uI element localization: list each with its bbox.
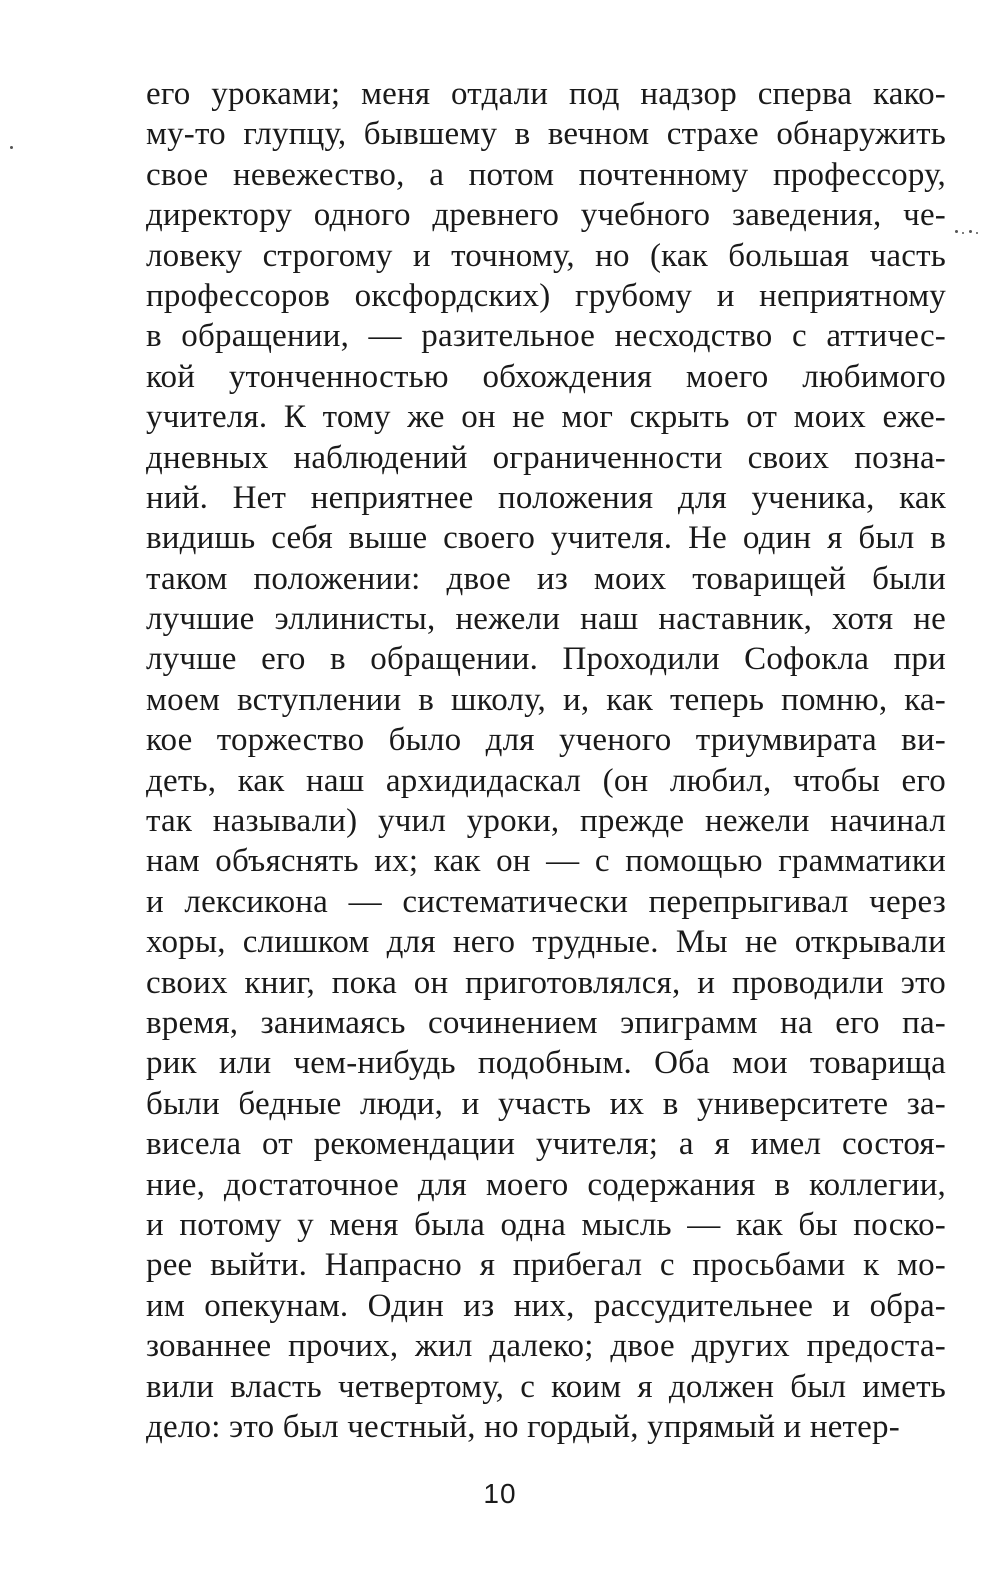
text-line: лучшие эллинисты, нежели наш наставник, хотя не <box>146 601 946 638</box>
text-line: время, занимаясь сочинением эпиграмм на его па- <box>146 1004 946 1041</box>
text-line: кой утонченностью обхождения моего любимого <box>146 358 946 395</box>
text-line: дело: это был честный, но гордый, упрямый и нетер- <box>146 1408 900 1445</box>
text-line: свое невежество, а потом почтенному профессору, <box>146 156 946 193</box>
text-line: были бедные люди, и участь их в университете за- <box>146 1085 946 1122</box>
text-line: и лексикона — систематически перепрыгивал через <box>146 883 946 920</box>
text-line: учителя. К тому же он не мог скрыть от моих еже- <box>146 399 946 436</box>
page-number: 10 <box>483 1478 517 1509</box>
text-line: зованнее прочих, жил далеко; двое других предоста- <box>146 1328 946 1365</box>
text-line: висела от рекомендации учителя; а я имел состоя- <box>146 1126 946 1163</box>
text-line: моем вступлении в школу, и, как теперь помню, ка- <box>146 681 946 718</box>
text-line: его уроками; меня отдали под надзор сперва како- <box>146 76 946 112</box>
text-line: му-то глупцу, бывшему в вечном страхе обнаружить <box>146 116 946 153</box>
text-line: ний. Нет неприятнее положения для ученика, как <box>146 479 946 516</box>
text-line: кое торжество было для ученого триумвирата ви- <box>146 722 946 759</box>
text-line: профессоров оксфордских) грубому и неприятному <box>146 277 946 314</box>
text-line: таком положении: двое из моих товарищей были <box>146 560 946 597</box>
body-text <box>146 74 946 1447</box>
scan-speck <box>955 230 958 233</box>
text-line: рее выйти. Напрасно я прибегал с просьбами к мо- <box>146 1247 946 1284</box>
text-line: директору одного древнего учебного заведения, че- <box>146 197 946 234</box>
text-line: дневных наблюдений ограниченности своих позна- <box>146 439 946 476</box>
text-line: ловеку строгому и точному, но (как большая часть <box>146 237 946 274</box>
text-line: так называли) учил уроки, прежде нежели начинал <box>146 803 946 840</box>
text-line: своих книг, пока он приготовлялся, и проводили это <box>146 964 946 1001</box>
scan-speck <box>976 232 978 234</box>
text-line: деть, как наш архидидаскал (он любил, чтобы его <box>146 762 946 799</box>
text-line: рик или чем-нибудь подобным. Оба мои товарища <box>146 1045 946 1082</box>
text-line: лучше его в обращении. Проходили Софокла при <box>146 641 946 678</box>
scan-speck <box>969 230 972 233</box>
text-line: видишь себя выше своего учителя. Не один я был в <box>146 520 946 557</box>
text-line: в обращении, — разительное несходство с аттичес- <box>146 318 946 355</box>
text-line: вили власть четвертому, с коим я должен был иметь <box>146 1368 946 1405</box>
text-line: нам объяснять их; как он — с помощью грамматики <box>146 843 946 880</box>
scan-speck <box>10 146 13 149</box>
text-line: ние, достаточное для моего содержания в коллегии, <box>146 1166 946 1203</box>
scan-speck <box>962 232 964 234</box>
text-line: и потому у меня была одна мысль — как бы поско- <box>146 1206 946 1243</box>
text-line: им опекунам. Один из них, рассудительнее и обра- <box>146 1287 946 1324</box>
text-line: хоры, слишком для него трудные. Мы не открывали <box>146 924 946 961</box>
